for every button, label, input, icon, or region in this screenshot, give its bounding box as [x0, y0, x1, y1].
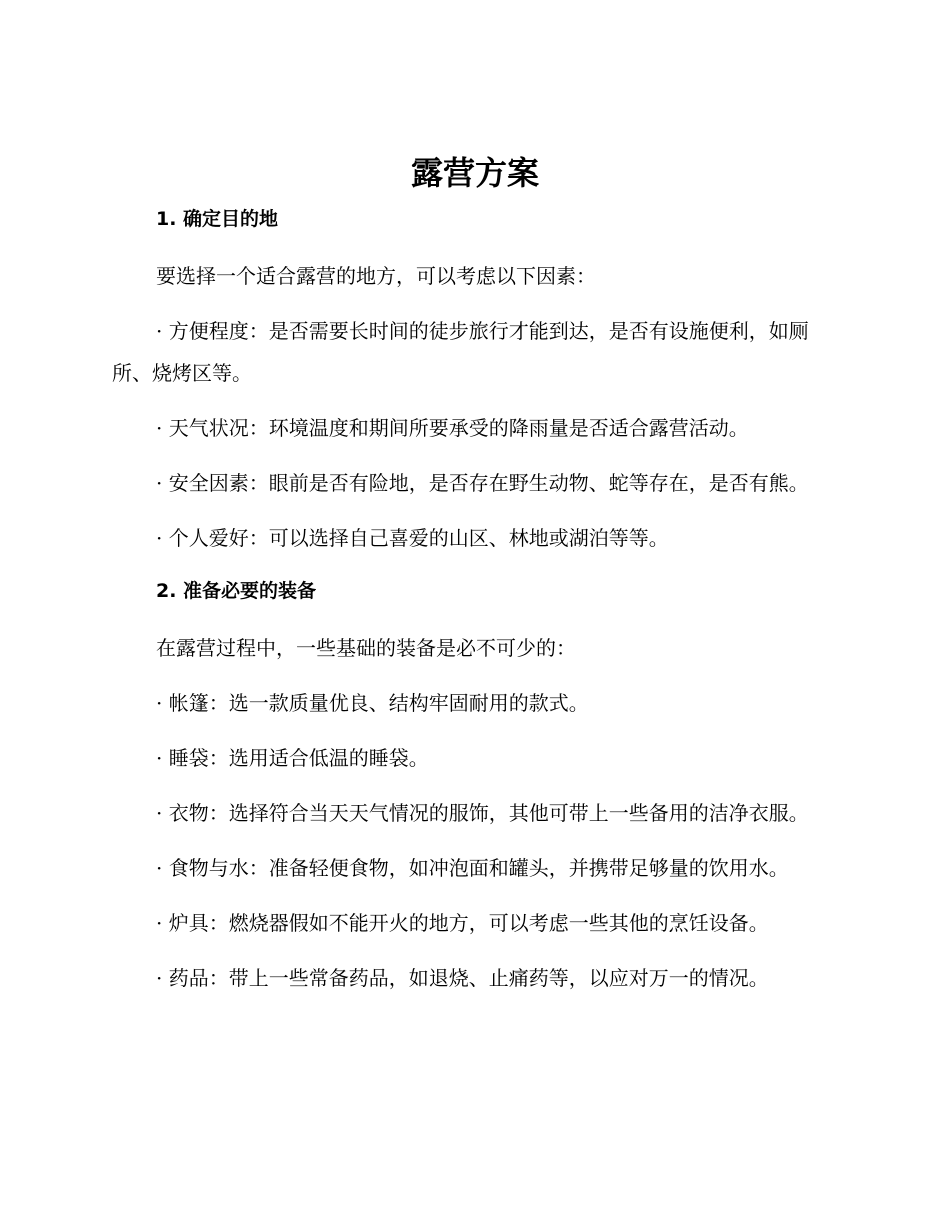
- document-body: [112, 200, 828, 1012]
- section-intro-equipment: 在露营过程中，一些基础的装备是必不可少的：: [156, 636, 576, 660]
- list-item-weather: · 天气状况：环境温度和期间所要承受的降雨量是否适合露营活动。: [156, 416, 749, 440]
- list-item-medicine: · 药品：带上一些常备药品，如退烧、止痛药等，以应对万一的情况。: [156, 966, 769, 990]
- list-item-convenience: · 方便程度：是否需要长时间的徒步旅行才能到达，是否有设施便利，如厕所、烧烤区等。: [112, 319, 809, 385]
- list-item-safety: · 安全因素：眼前是否有险地，是否存在野生动物、蛇等存在，是否有熊。: [156, 471, 809, 495]
- section-heading-destination: 1. 确定目的地: [156, 208, 279, 230]
- list-item-food-water: · 食物与水：准备轻便食物，如冲泡面和罐头，并携带足够量的饮用水。: [156, 856, 789, 880]
- list-item-sleeping-bag: · 睡袋：选用适合低温的睡袋。: [156, 746, 429, 770]
- section-intro-destination: 要选择一个适合露营的地方，可以考虑以下因素：: [156, 264, 596, 288]
- list-item-preference: · 个人爱好：可以选择自己喜爱的山区、林地或湖泊等等。: [156, 526, 669, 550]
- document-title: 露营方案: [410, 154, 539, 192]
- list-item-tent: · 帐篷：选一款质量优良、结构牢固耐用的款式。: [156, 691, 589, 715]
- section-heading-equipment: 2. 准备必要的装备: [156, 580, 317, 602]
- list-item-clothing: · 衣物：选择符合当天天气情况的服饰，其他可带上一些备用的洁净衣服。: [156, 801, 809, 825]
- list-item-stove: · 炉具：燃烧器假如不能开火的地方，可以考虑一些其他的烹饪设备。: [156, 911, 769, 935]
